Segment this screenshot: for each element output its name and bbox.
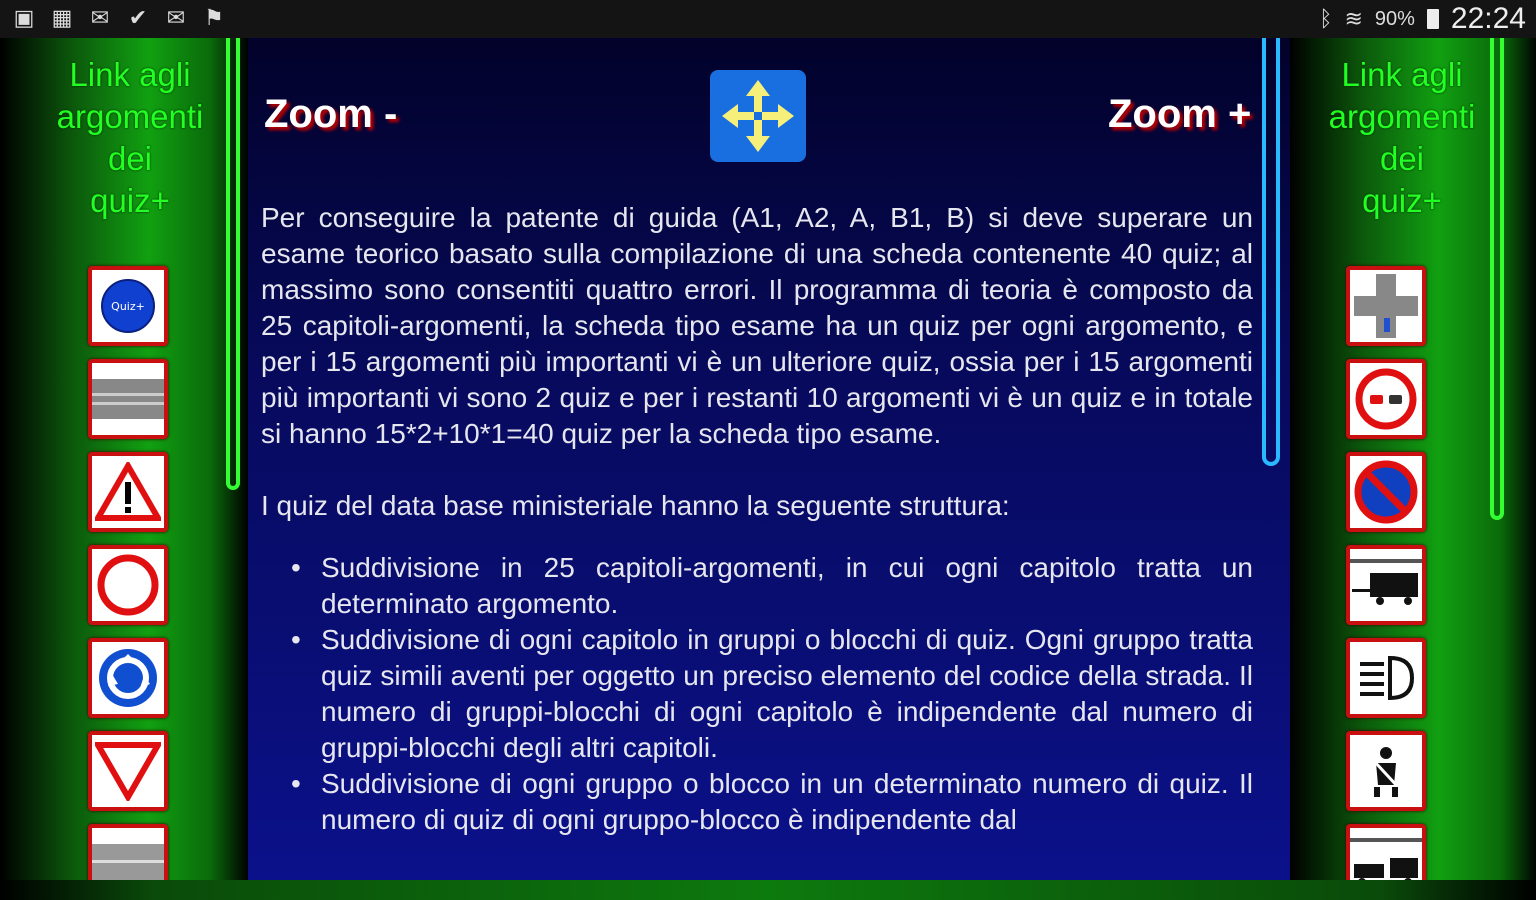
status-bar bbox=[0, 0, 1536, 38]
right-side-panel bbox=[1290, 38, 1536, 880]
title-line: Link agli bbox=[1341, 56, 1463, 93]
right-panel-title[interactable] bbox=[1312, 54, 1492, 222]
list-item: • Suddivisione di ogni gruppo o blocco in un determinato numero di quiz. Il numero di quiz di ogni gruppo-blocco è indipendente dal bbox=[321, 766, 1253, 838]
battery-percent: 90% bbox=[1374, 7, 1415, 30]
structure-list bbox=[321, 550, 1253, 838]
battery-icon bbox=[1427, 9, 1439, 29]
road-icon bbox=[92, 369, 164, 429]
danger-warning-sign-button[interactable] bbox=[88, 452, 168, 532]
left-panel-title[interactable] bbox=[40, 54, 220, 222]
quiz-plus-icon bbox=[100, 278, 156, 334]
main-content-area[interactable] bbox=[248, 38, 1290, 880]
svg-text:Quiz+: Quiz+ bbox=[111, 300, 145, 313]
warning-triangle-icon bbox=[95, 462, 161, 522]
truck-icon bbox=[1350, 555, 1422, 615]
roundabout-sign-button[interactable] bbox=[88, 638, 168, 718]
title-line: Link agli bbox=[69, 56, 191, 93]
prohibition-circle-icon bbox=[96, 553, 160, 617]
left-scrollbar[interactable] bbox=[226, 38, 240, 490]
clock: 22:24 bbox=[1450, 2, 1526, 35]
image-icon: ▦ bbox=[51, 6, 73, 31]
zoom-out-button[interactable]: Zoom - bbox=[264, 92, 398, 136]
zoom-in-button[interactable]: Zoom + bbox=[1108, 92, 1252, 136]
move-button[interactable] bbox=[710, 70, 806, 162]
seatbelt-icon bbox=[1358, 741, 1414, 801]
roundabout-icon bbox=[96, 646, 160, 710]
notification-icons bbox=[10, 8, 228, 30]
left-sign-list bbox=[88, 266, 168, 900]
content-scrollbar[interactable] bbox=[1262, 38, 1280, 466]
no-overtaking-sign-button[interactable] bbox=[1346, 359, 1426, 439]
quiz-plus-sign-button[interactable] bbox=[88, 266, 168, 346]
bluetooth-icon: ᛒ bbox=[1319, 6, 1333, 32]
title-line: dei bbox=[107, 140, 153, 177]
article-text bbox=[261, 200, 1253, 838]
bottom-strip bbox=[0, 880, 1536, 900]
right-sign-list bbox=[1346, 266, 1426, 900]
list-item: • Suddivisione di ogni capitolo in gruppi o blocchi di quiz. Ogni gruppo tratta quiz simili aventi per oggetto un preciso elemento del codice della strada. Il numero di gruppi-blocchi di ogni capitolo è indipendente dal numero di gruppi-blocchi degli altri capitoli. bbox=[321, 622, 1253, 766]
flag-icon: ⚑ bbox=[204, 6, 224, 31]
give-way-sign-button[interactable] bbox=[88, 731, 168, 811]
title-line: argomenti bbox=[56, 98, 204, 135]
headlight-icon bbox=[1354, 648, 1418, 708]
system-status bbox=[1319, 2, 1526, 36]
title-line: dei bbox=[1379, 140, 1425, 177]
intro-paragraph: Per conseguire la patente di guida (A1, A2, A, B1, B) si deve superare un esame teorico basato sulla compilazione di una scheda contenente 40 quiz; al massimo sono consentiti quattro errori. Il programma di teoria è composto da 25 capitoli-argomenti, la scheda tipo esame ha un quiz per ogni argomento, e per i 15 argomenti più importanti vi è un ulteriore quiz, ossia per i 15 argomenti più importanti vi sono 2 quiz e per i restanti 10 argomenti vi è un quiz e in totale si hanno 15*2+10*1=40 quiz per la scheda tipo esame. bbox=[261, 202, 1253, 449]
seatbelt-sign-button[interactable] bbox=[1346, 731, 1426, 811]
gallery-icon: ▣ bbox=[13, 6, 35, 31]
give-way-icon bbox=[95, 741, 161, 801]
no-overtaking-icon bbox=[1354, 367, 1418, 431]
truck-trailer-sign-button[interactable] bbox=[1346, 545, 1426, 625]
move-arrows-icon bbox=[720, 78, 796, 154]
title-line: quiz+ bbox=[1362, 182, 1442, 219]
headlight-sign-button[interactable] bbox=[1346, 638, 1426, 718]
no-entry-circle-sign-button[interactable] bbox=[88, 545, 168, 625]
road-sign-button[interactable] bbox=[88, 359, 168, 439]
left-side-panel bbox=[0, 38, 248, 880]
title-line: quiz+ bbox=[90, 182, 170, 219]
structure-heading-paragraph: I quiz del data base ministeriale hanno la seguente struttura: bbox=[261, 490, 1010, 521]
intersection-sign-button[interactable] bbox=[1346, 266, 1426, 346]
wifi-icon: ≋ bbox=[1344, 6, 1363, 32]
intersection-icon bbox=[1354, 274, 1418, 338]
mail-icon: ✉ bbox=[166, 6, 186, 31]
title-line: argomenti bbox=[1328, 98, 1476, 135]
no-parking-sign-button[interactable] bbox=[1346, 452, 1426, 532]
mail-icon: ✉ bbox=[90, 6, 110, 31]
no-parking-icon bbox=[1354, 460, 1418, 524]
list-item: • Suddivisione in 25 capitoli-argomenti, in cui ogni capitolo tratta un determinato argomento. bbox=[321, 550, 1253, 622]
check-icon: ✔ bbox=[128, 6, 148, 31]
right-scrollbar[interactable] bbox=[1490, 38, 1504, 520]
